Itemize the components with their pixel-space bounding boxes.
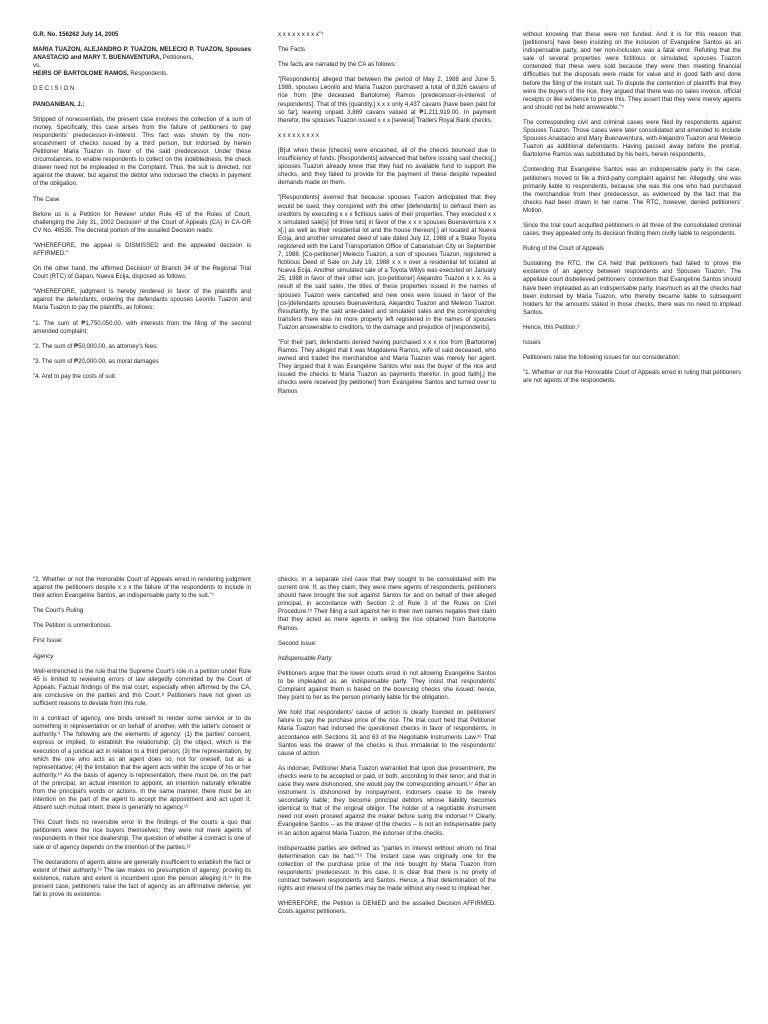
- page2-column-2: [278, 576, 496, 923]
- section-heading: The Court's Ruling: [33, 607, 84, 615]
- paragraph: "1. Whether or not the Honorable Court of Appeals erred in ruling that petitioners are not agents of the respondents.: [523, 369, 741, 385]
- paragraph: checks, in a separate civil case that they sought to be consolidated with the current one. If, as they claim, they were mere agents of respondents, petitioners should have brought the suit against Santos for and on behalf of their alleged principal, in accordance with Section 2 of Rule 3 of the Rules on Civil Procedure.¹⁵ Their filing a suit against her in their own names negates their claim that they acted as mere agents in selling the rice obtained from Bartolome Ramos.: [278, 576, 496, 632]
- paragraph: x x x x x x x x x"⁴: [278, 31, 324, 38]
- versus: vs.: [33, 62, 41, 70]
- paragraph: Since the trial court acquitted petitioners in all three of the consolidated criminal cases, they appealed only its decision finding them civilly liable to respondents.: [523, 221, 741, 238]
- paragraph: Petitioners raise the following issues for our consideration:: [523, 354, 681, 362]
- paragraph: "WHEREFORE, the appeal is DISMISSED and the appealed decision is AFFIRMED.": [33, 241, 251, 257]
- paragraph: "[Respondents] alleged that between the period of May 2, 1988 and June 5, 1988, spouses Leonilo and Maria Tuazon purchased a total of 8,326 cavans of rice from [the deceased Bartolome] Ramos [predecessor-in-interest of respondents]. That of this [quantity,] x x x only 4,437 cavans [have been paid for so far], leaving unpaid 3,889 cavans valued at ₱1,211,919.00. In payment therefor, the spouses Tuazon issued x x x [several] Traders Royal Bank checks.: [278, 76, 496, 124]
- page1-column-3: [523, 31, 741, 392]
- paragraph: In a contract of agency, one binds oneself to render some service or to do something in representation or on behalf of another, with the latter's consent or authority.⁹ The following are the elements of agency: (1) the parties' consent, express or implied, to establish the relationship; (2) the object, which is the execution of a juridical act in relation to a third person; (3) the representation, by which the one who acts as an agent does so, not for oneself, but as a representative; (4) the limitation that the agent acts within the scope of his or her authority.¹⁰ As the basis of agency is representation, there must be, on the part of the principal, an actual intention to appoint, an intention naturally inferable from the principal's words or actions. In the same manner, there must be an intention on the part of the agent to accept the appointment and act upon it. Absent such mutual intent, there is generally no agency.¹¹: [33, 715, 251, 812]
- petitioners-label: Petitioners,: [162, 54, 194, 62]
- paragraph: The corresponding civil and criminal cases were filed by respondents against Spouses Tuazon. Those cases were later consolidated and amended to include Spouses Anastacio and Mary Buenaventura, with Alejandro Tuazon and Melecio Tuazon as additional defendants. Having passed away before the pretrial, Bartolome Ramos was substituted by his heirs, herein respondents.: [523, 118, 741, 159]
- section-heading: Second Issue:: [278, 639, 317, 647]
- paragraph: Indispensable parties are defined as "parties in interest without whom no final determination can be had."¹⁹ The instant case was originally one for the collection of the purchase price of the rice bought by Maria Tuazon from respondents' predecessor. In this case, it is clear that there is no privity of contract between respondents and Santos. Hence, a final determination of the rights and interest of the parties may be made without any need to implead her.: [278, 844, 496, 893]
- paragraph: The facts are narrated by the CA as follows:: [278, 61, 397, 69]
- dispositive-paragraph: WHEREFORE, the Petition is DENIED and the assailed Decision AFFIRMED. Costs against petitioners.: [278, 900, 496, 916]
- decision-heading: D E C I S I O N: [33, 85, 75, 93]
- section-heading: The Case: [33, 195, 60, 203]
- paragraph: Well-entrenched is the rule that the Supreme Court's role in a petition under Rule 45 is limited to reviewing errors of law allegedly committed by the Court of Appeals. Factual findings of the trial court, especially when affirmed by the CA, are conclusive on the parties and this Court.⁸ Petitioners have not given us sufficient reasons to deviate from this rule.: [33, 667, 251, 708]
- paragraph: The Petition is unmeritorious.: [33, 622, 112, 630]
- paragraph: "4. And to pay the costs of suit.: [33, 372, 117, 380]
- subheading: Agency: [33, 652, 54, 660]
- section-heading: Issues: [523, 339, 541, 346]
- paragraph: Stripped of nonessentials, the present case involves the collection of a sum of money. Specifically, this case arises from the failure of petitioners to pay respondents' predecessor-in-interest. This fact was shown by the non-encashment of checks issued by a third person, but indorsed by herein Petitioner Maria Tuazon in favor of the said predecessor. Under these circumstances, to enable respondents to collect on the indebtedness, the check drawer need not be impleaded in the Complaint. Thus, the suit is directed, not against the drawer, but against the debtor who indorsed the checks in payment of the obligation.: [33, 115, 251, 188]
- paragraph: Hence, this Petition.⁶: [523, 323, 580, 331]
- paragraph: Sustaining the RTC, the CA held that petitioners had failed to prove the existence of an agency between respondents and Spouses Tuazon. The appellate court disbelieved petitioners' contention that Evangeline Santos should have been impleaded as an indispensable party. Inasmuch as all the checks had been indorsed by Maria Tuazon, who thereby became liable to subsequent holders for the amounts stated in those checks, there was no need to implead Santos.: [523, 260, 741, 316]
- section-heading: Ruling of the Court of Appeals: [523, 245, 604, 253]
- paragraph: "2. The sum of ₱50,000.00, as attorney's fees;: [33, 342, 158, 350]
- paragraph: x x x x x x x x x: [278, 131, 319, 139]
- page1-column-1: [33, 31, 251, 388]
- paragraph: "For their part, defendants denied having purchased x x x rice from [Bartolome] Ramos. They alleged that it was Magdalena Ramos, wife of said deceased, who owned and traded the merchandise and Maria Tuazon was merely her agent. They argued that it was Evangeline Santos who was the buyer of the rice and issued the checks to Maria Tuazon as payments therefor. In good faith[,] the checks were received [by petitioner] from Evangeline Santos and turned over to Ramos: [278, 339, 496, 395]
- paragraph: "3. The sum of ₱20,000.00, as moral damages: [33, 357, 159, 365]
- paragraph: Before us is a Petition for Review¹ under Rule 45 of the Rules of Court, challenging the July 31, 2002 Decision² of the Court of Appeals (CA) in CA-GR CV No. 46535. The decretal portion of the assailed Decision reads:: [33, 210, 251, 234]
- respondents-names: HEIRS OF BARTOLOME RAMOS,: [33, 70, 129, 78]
- case-parties: [33, 46, 251, 78]
- paragraph: without knowing that these were not funded. And it is for this reason that [petitioners] have been insisting on the inclusion of Evangeline Santos as an indispensable party, and her non-inclusion was a fatal error. Refuting that the sale of several properties were fictitious or simulated, spouses Tuazon contended that these were sold because they were then meeting financial difficulties but the disposals were made for value and in good faith and done before the filing of the instant suit. To dispute the contention of plaintiffs that they were the buyers of the rice, they argued that there was no sales invoice, official receipts or like evidence to prove this. They assert that they were merely agents and should not be held answerable."⁵: [523, 31, 741, 111]
- paragraph: "1. The sum of ₱1,750,050.00, with interests from the filing of the second amended complaint;: [33, 319, 251, 335]
- paragraph: The declarations of agents alone are generally insufficient to establish the fact or extent of their authority.¹³ The law makes no presumption of agency; proving its existence, nature and extent is incumbent upon the person alleging it.¹⁴ In the present case, petitioners raise the fact of agency as an affirmative defense, yet fail to prove its existence.: [33, 858, 251, 898]
- paragraph: This Court finds no reversible error in the findings of the courts a quo that petitioners were the rice buyers themselves; they were not mere agents of respondents in their rice dealership. The question of whether a contract is one of sale or of agency depends on the intention of the parties.¹²: [33, 819, 251, 851]
- section-heading: First Issue:: [33, 637, 63, 645]
- paragraph: On the other hand, the affirmed Decision³ of Branch 34 of the Regional Trial Court (RTC) of Gapan, Nueva Ecija, disposed as follows:: [33, 265, 251, 281]
- gr-number: G.R. No. 156262 July 14, 2005: [33, 31, 119, 38]
- section-heading: The Facts: [278, 46, 306, 54]
- paragraph: Petitioners argue that the lower courts erred in not allowing Evangeline Santos to be impleaded as an indispensable party. They insist that respondents' Complaint against them is based on the bouncing checks she issued; hence, they point to her as the person primarily liable for the obligation.: [278, 669, 496, 702]
- subheading: Indispensable Party: [278, 654, 332, 662]
- page2-column-1: [33, 576, 251, 906]
- respondents-label: Respondents.: [130, 70, 169, 78]
- paragraph: "[Respondents] averred that because spouses Tuazon anticipated that they would be sued, they conspired with the other [defendants] to defraud them as creditors by executing x x x fictitious sales of their properties. They executed x x x simulated sale[s] [of three lots] in favor of the x x x spouses Buenaventura x x x[,] as well as their residential lot and the house thereon[,] all located at Nueva Ecija, and another simulated deed of sale dated July 12, 1988 of a Stake Toyota registered with the Land Transportation Office of Cabanatuan City on September 7, 1988. [Co-petitioner] Melecio Tuazon, a son of spouses Tuazon, registered a fictitious Deed of Sale on July 19, 1988 x x x over a residential lot located at Nueva Ecija. Another simulated sale of a Toyota Willys was executed on January 25, 1988 in favor of their other son, [co-petitioner] Alejandro Tuazon x x x. As a result of the said sales, the titles of these properties issued in the names of spouses Tuazon were cancelled and new ones were issued in favor of the [co-]defendants spouses Buenaventura, Alejandro Tuazon and Melecio Tuazon. Resultantly, by the said ante-dated and simulated sales and the corresponding transfers there was no more property left registered in the names of spouses Tuazon answerable to creditors, to the damage and prejudice of [respondents].: [278, 194, 496, 331]
- paragraph: [B]ut when these [checks] were encashed, all of the checks bounced due to insufficiency of funds. [Respondents] advanced that before issuing said checks[,] spouses Tuazon already knew that they had no available fund to support the checks, and they failed to provide for the payment of these despite repeated demands made on them.: [278, 146, 496, 187]
- paragraph: "WHEREFORE, judgment is hereby rendered in favor of the plaintiffs and against the defendants, ordering the defendants spouses Leonilo Tuazon and Maria Tuazon to pay the plaintiffs, as follows:: [33, 288, 251, 312]
- petitioners-names: MARIA TUAZON, ALEJANDRO P. TUAZON, MELECIO P. TUAZON, Spouses ANASTACIO and MARY T. BUENAVENTURA,: [33, 46, 251, 62]
- page1-column-2: [278, 31, 496, 403]
- paragraph: As indorser, Petitioner Maria Tuazon warranted that upon due presentment, the checks were to be accepted or paid, or both, according to their tenor; and that in case they were dishonored, she would pay the corresponding amount.¹⁷ After an instrument is dishonored by nonpayment, indorsers cease to be merely secondarily liable; they become principal debtors whose liability becomes identical to that of the original obligor. The holder of a negotiable instrument need not even proceed against the maker before suing the indorser.¹⁸ Clearly, Evangeline Santos -- as the drawer of the checks -- is not an indispensable party in an action against Maria Tuazon, the indorser of the checks.: [278, 764, 496, 837]
- paragraph: Contending that Evangeline Santos was an indispensable party in the case, petitioners moved to file a third-party complaint against her. Allegedly, she was primarily liable to respondents, because she was the one who had purchased the merchandise from their predecessor, as evidenced by the fact that the checks had been drawn in her name. The RTC, however, denied petitioners' Motion.: [523, 166, 741, 214]
- paragraph: We hold that respondents' cause of action is clearly founded on petitioners' failure to pay the purchase price of the rice. The trial court held that Petitioner Maria Tuazon had indorsed the questioned checks in favor of respondents, in accordance with Sections 31 and 63 of the Negotiable Instruments Law.¹⁶ That Santos was the drawer of the checks is thus immaterial to the respondents' cause of action.: [278, 709, 496, 757]
- ponente: PANGANIBAN, J.:: [33, 100, 85, 108]
- paragraph: "2. Whether or not the Honorable Court of Appeals erred in rendering judgment against the petitioners despite x x x the failure of the respondents to include in their action Evangeline Santos, an indispensable party to the suit."⁷: [33, 576, 251, 600]
